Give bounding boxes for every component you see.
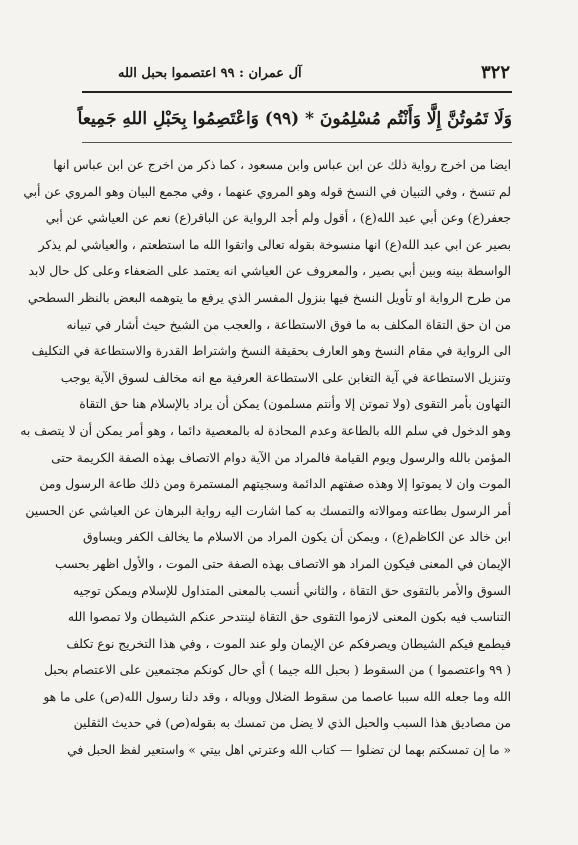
text-line: بصير عن ابي عبد الله(ع) انها منسوخة بقوله تعالى واتقوا الله ما استطعتم ، والعياشي لم يذكر (38, 237, 511, 252)
text-line: الإيمان في المعنى فيكون المراد هو الاتصاف بهذه الصفة حتى الموت ، والأول اظهر بحسب (55, 556, 511, 571)
text-line: لم تنسخ ، وفي التبيان في النسخ قوله وهو المروي عنهما ، وفي مجمع البيان وهو المروي عن أبي (23, 184, 511, 199)
text-line: من مصاديق هذا السبب والحبل الذي لا يضل من تمسك به بقوله(ص) في حديث الثقلين (73, 716, 511, 731)
header-divider (82, 91, 512, 93)
text-line: من ان حق التقاة المكلف به ما فوق الاستطاعة ، والعجب من الشيخ حيث أشار في تبيانه (66, 317, 511, 332)
text-line: الموت وان لا يموتوا إلا وهذه صفتهم الدائمة وسجيتهم المستمرة ومن ذلك طاعة الرسول ومن (39, 477, 511, 492)
commentary-text (20, 152, 511, 764)
text-line: السوق والأمر بالتقوى حق التقاة ، والثاني أنسب بالمعنى المتداول للإسلام ويمكن توجيه (72, 583, 511, 598)
running-title: آل عمران : ٩٩ اعتصموا بحبل الله (118, 66, 302, 81)
text-line: الله وما جعله الله سببا عاصما من سقوط الضلال ووباله ، وقد دلنا رسول الله(ص) على ما هو (43, 689, 511, 704)
text-line: التهاون بأمر التقوى (ولا تموتن إلا وأنتم مسلمون) يمكن أن يراد بالإسلام هنا حق التقاة (79, 397, 511, 412)
text-line: ابن خالد عن الكاظم(ع) ، ويمكن أن يكون المراد من الاسلام ما يخالف الكفر ويساوق (83, 530, 511, 545)
text-line: أمر الرسول بطاعته وموالاته والتمسك به كما اشارت اليه رواية البرهان عن العياشي عن الحسين (25, 503, 511, 518)
text-line: جعفر(ع) وعن أبي عبد الله(ع) ، أقول ولم أجد الرواية عن الباقر(ع) نعم عن العياشي عن أبي (45, 211, 511, 226)
page-number: ٣٢٢ (480, 62, 510, 83)
page-header (118, 64, 510, 86)
text-line: « ما إن تمسكتم بهما لن تضلوا — كتاب الله وعترتي اهل بيتي » واستعير لفظ الحبل في (67, 743, 511, 758)
text-line: وهو الدخول في سلم الله بالطاعة وعدم المحادة له بالمعصية دائما ، وهو أمر يمكن أن لا يتصف به (20, 423, 511, 438)
text-line: من طرح الرواية او تأويل النسخ فيها بنزول المفسر الذي يرفع ما يتوهمه البعض بالنظر السطحي (27, 290, 511, 305)
text-line: المؤمن بالله والرسول ويوم القيامة فالمراد من الآية دوام الاتصاف بهذه الصفة الكريمة حتى (51, 450, 511, 465)
text-line: فيطمع فيكم الشيطان ويصرفكم عن الإيمان ولو عند الموت ، وفي هذا التخريج نوع تكلف (66, 636, 511, 651)
verse-divider (82, 142, 512, 143)
text-line: الى الرواية في مقام النسخ وهو العارف بحقيقة النسخ واشتراط القدرة والاستطاعة في التكليف (31, 344, 511, 359)
text-line: الواسطة بينه وبين أبي بصير ، والمعروف عن العياشي انه يعتمد على الضعفاء وعلى كل حال لابد (28, 264, 511, 279)
text-line: وتنزيل الاستطاعة في آية التغابن على الاستطاعة العرفية مع انه مخالف لسوق الآية يوجب (60, 370, 511, 385)
quran-verse: وَلَا تَمُوتُنَّ إِلَّا وَأَنْتُم مُسْلِمُونَ * (٩٩) وَاعْتَصِمُوا بِحَبْلِ اللهِ جَمِيعاً (77, 109, 512, 129)
text-line: ( ٩٩ واعتصموا ) من السقوط ( بحبل الله جيما ) أي حال كونكم مجتمعين على الاعتصام بحبل (43, 663, 511, 678)
text-line: التناسب فيه بكون المعنى لازموا التقوى حق التقاة لينتدحر عنكم الشيطان ولا تمصوا الله (67, 610, 511, 625)
text-line: ايضا من اخرج رواية ذلك عن ابن عباس وابن مسعود ، كما ذكر من اخرج عن ابن عباس انها (53, 158, 511, 172)
